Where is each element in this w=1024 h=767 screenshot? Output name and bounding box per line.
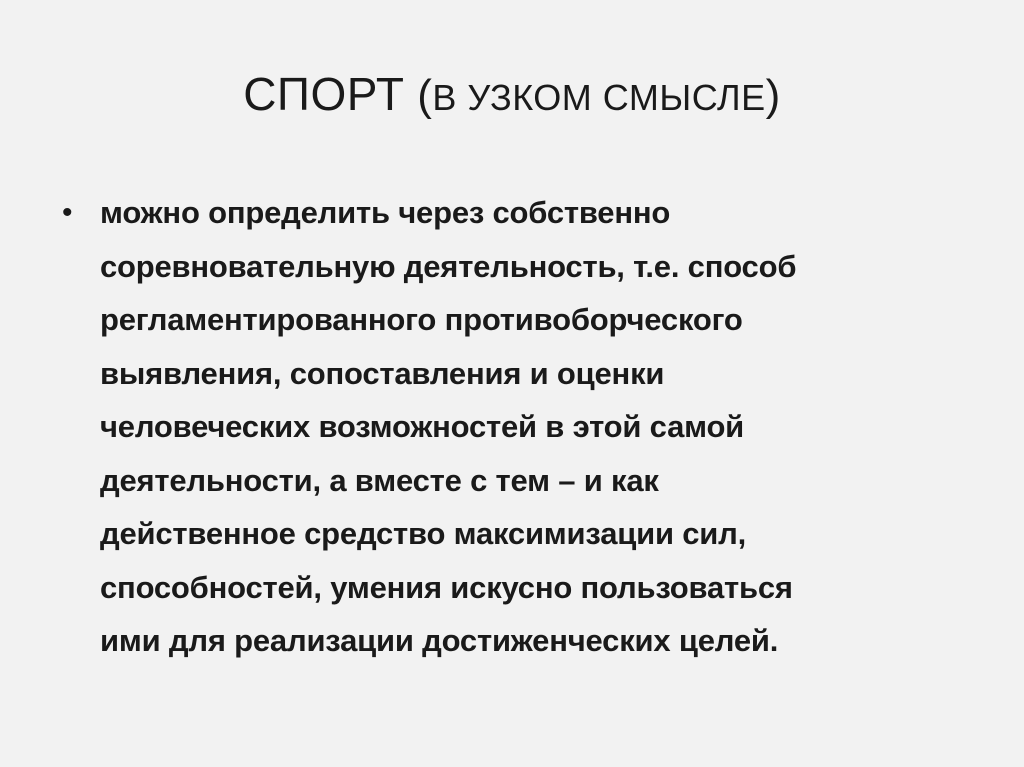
bullet-line: деятельности, а вместе с тем – и как: [100, 462, 659, 498]
bullet-item: [62, 186, 962, 668]
bullet-list: [62, 186, 962, 668]
title-subtitle: В УЗКОМ СМЫСЛЕ: [432, 77, 766, 118]
bullet-line: соревновательную деятельность, т.е. способ: [100, 248, 797, 284]
bullet-line: выявления, сопоставления и оценки: [100, 355, 665, 391]
bullet-line: способностей, умения искусно пользоваться: [100, 569, 793, 605]
bullet-line: можно определить через собственно: [100, 195, 671, 230]
title-open-paren: (: [404, 71, 433, 120]
title-close-paren: ): [765, 71, 781, 120]
bullet-line: регламентированного противоборческого: [100, 302, 743, 337]
bullet-marker: •: [62, 196, 73, 229]
bullet-line: ими для реализации достиженческих целей.: [100, 623, 779, 658]
title-main: СПОРТ: [243, 68, 405, 120]
bullet-line: человеческих возможностей в этой самой: [100, 409, 745, 444]
slide-title: [0, 64, 1024, 128]
bullet-line: действенное средство максимизации сил,: [100, 516, 747, 551]
